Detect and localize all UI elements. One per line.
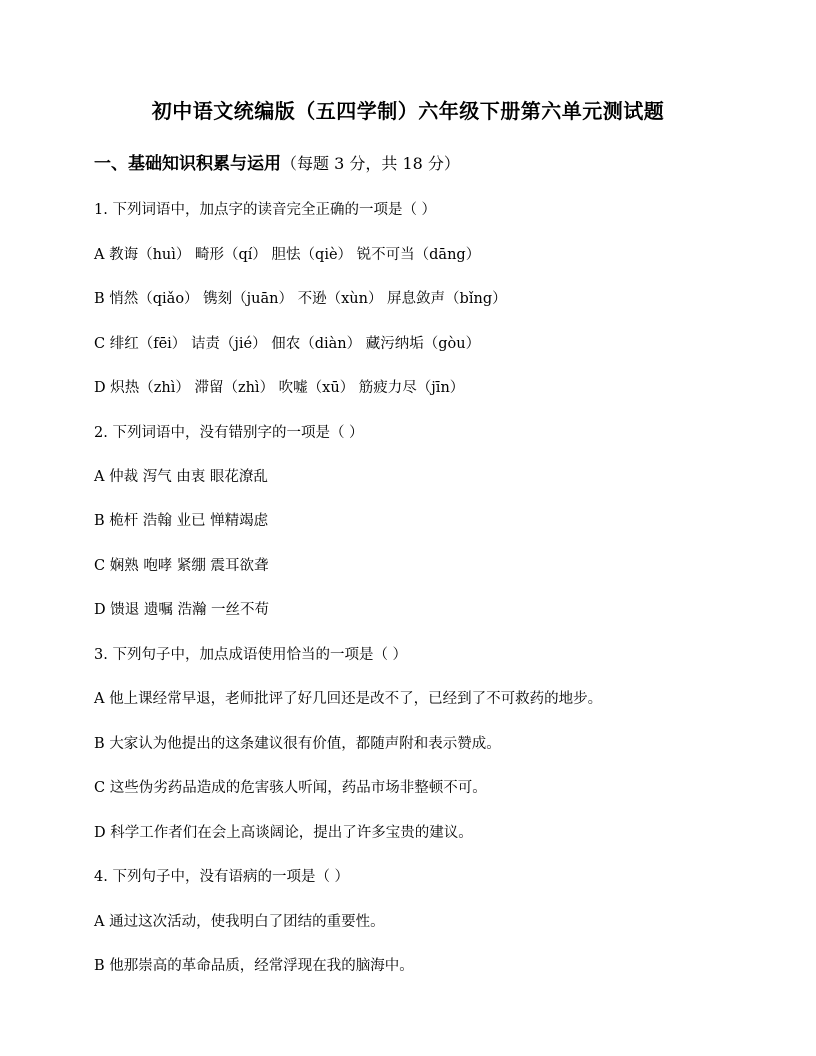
question-4: 4. 下列句子中，没有语病的一项是（ ） [94,869,350,885]
question-2: 2. 下列词语中，没有错别字的一项是（ ） [94,425,364,441]
question-3: 3. 下列句子中，加点成语使用恰当的一项是（ ） [94,647,408,663]
question-4-option-a: A 通过这次活动，使我明白了团结的重要性。 [94,914,385,930]
question-1: 1. 下列词语中，加点字的读音完全正确的一项是（ ） [94,202,437,218]
question-2-option-d: D 馈退 遗嘱 浩瀚 一丝不苟 [94,602,270,618]
section-score-note: （每题 3 分，共 18 分） [281,154,460,173]
question-1-option-a: A 教诲（huì） 畸形（qí） 胆怯（qiè） 锐不可当（dāng） [94,247,481,263]
question-3-option-c: C 这些伪劣药品造成的危害骇人听闻，药品市场非整顿不可。 [94,780,487,796]
question-4-option-b: B 他那崇高的革命品质，经常浮现在我的脑海中。 [94,958,414,974]
question-1-option-b: B 悄然（qiǎo） 镌刻（juān） 不逊（xùn） 屏息敛声（bǐng） [94,291,507,307]
question-2-option-c: C 娴熟 咆哮 紧绷 震耳欲聋 [94,558,269,574]
question-3-option-d: D 科学工作者们在会上高谈阔论，提出了许多宝贵的建议。 [94,825,473,841]
question-2-option-b: B 桅杆 浩翰 业已 惮精竭虑 [94,513,269,529]
question-1-option-c: C 绯红（fēi） 诘责（jié） 佃农（diàn） 藏污纳垢（gòu） [94,336,481,352]
question-3-option-a: A 他上课经常早退，老师批评了好几回还是改不了，已经到了不可救药的地步。 [94,691,603,707]
section-heading-wrapper [94,149,460,174]
section-heading: 一、基础知识积累与运用 [94,154,281,174]
page-title: 初中语文统编版（五四学制）六年级下册第六单元测试题 [151,99,665,123]
question-1-option-d: D 炽热（zhì） 滞留（zhì） 吹嘘（xū） 筋疲力尽（jīn） [94,380,465,396]
question-2-option-a: A 仲裁 泻气 由衷 眼花潦乱 [94,469,268,485]
question-3-option-b: B 大家认为他提出的这条建议很有价值，都随声附和表示赞成。 [94,736,501,752]
